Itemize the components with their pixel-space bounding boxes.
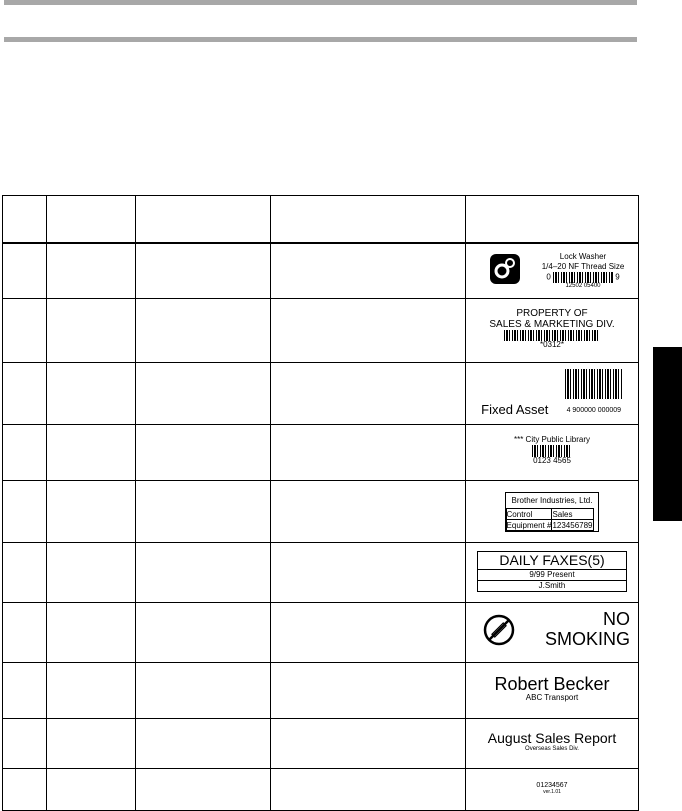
label-line2: SALES & MARKETING DIV. <box>489 318 615 330</box>
label-line3: J.Smith <box>478 580 626 591</box>
header-rule-bottom <box>4 37 637 42</box>
label-line1: 01234567 <box>536 782 568 790</box>
label-line2: 9/99 Present <box>478 569 626 580</box>
label-title: Brother Industries, Ltd. <box>511 496 593 505</box>
barcode-number: 0123 4565 <box>533 455 571 465</box>
barcode <box>553 272 613 283</box>
label-cell: 123456789 <box>552 520 593 530</box>
template-table <box>2 195 639 811</box>
header-rule-top <box>4 0 637 5</box>
table-row <box>3 768 639 810</box>
label-text: Fixed Asset <box>481 402 549 417</box>
table-row <box>3 424 639 480</box>
sample-label-property <box>466 298 639 362</box>
label-title: DAILY FAXES(5) <box>499 552 605 568</box>
barcode-number: 12502 05400 <box>565 283 601 289</box>
label-line2: ABC Transport <box>525 693 579 703</box>
barcode-digit-right: 9 <box>615 272 620 282</box>
table-row <box>3 362 639 424</box>
table-row <box>3 602 639 662</box>
sample-label-daily-faxes <box>466 542 639 602</box>
label-line2: SMOKING <box>544 628 630 649</box>
sample-label-equipment <box>466 480 639 542</box>
label-line1: August Sales Report <box>487 729 617 746</box>
barcode-number: *0312* <box>539 340 564 350</box>
label-line2: 1/4–20 NF Thread Size <box>541 262 625 271</box>
table-row <box>3 542 639 602</box>
table-row <box>3 298 639 362</box>
barcode <box>565 369 623 399</box>
section-tab <box>653 347 682 521</box>
table-row <box>3 243 639 298</box>
sample-label-name <box>466 662 639 718</box>
sample-label-no-smoking <box>466 602 639 662</box>
table-header-row <box>3 196 639 244</box>
barcode-digit-left: 0 <box>546 272 551 282</box>
label-cell: Equipment # <box>506 520 552 530</box>
gears-icon <box>490 254 520 284</box>
sample-label-library <box>466 424 639 480</box>
label-line1: *** City Public Library <box>513 435 591 445</box>
label-line2: Overseas Sales Div. <box>525 746 579 753</box>
sample-label-lock-washer <box>466 243 639 298</box>
label-cell: Sales <box>552 509 593 520</box>
sample-label-report <box>466 718 639 768</box>
table-row <box>3 662 639 718</box>
table-row <box>3 718 639 768</box>
label-line1: Lock Washer <box>559 252 607 261</box>
label-line2: ver.1.01 <box>543 789 561 795</box>
label-line1: PROPERTY OF <box>516 307 588 319</box>
sample-label-fixed-asset <box>466 362 639 424</box>
label-line1: NO <box>603 608 630 629</box>
table-row <box>3 480 639 542</box>
no-smoking-icon <box>482 613 516 647</box>
sample-label-version <box>466 768 639 810</box>
label-cell: Control <box>506 509 552 520</box>
label-line1: Robert Becker <box>494 673 610 694</box>
barcode-number: 4 900000 000009 <box>566 407 622 414</box>
